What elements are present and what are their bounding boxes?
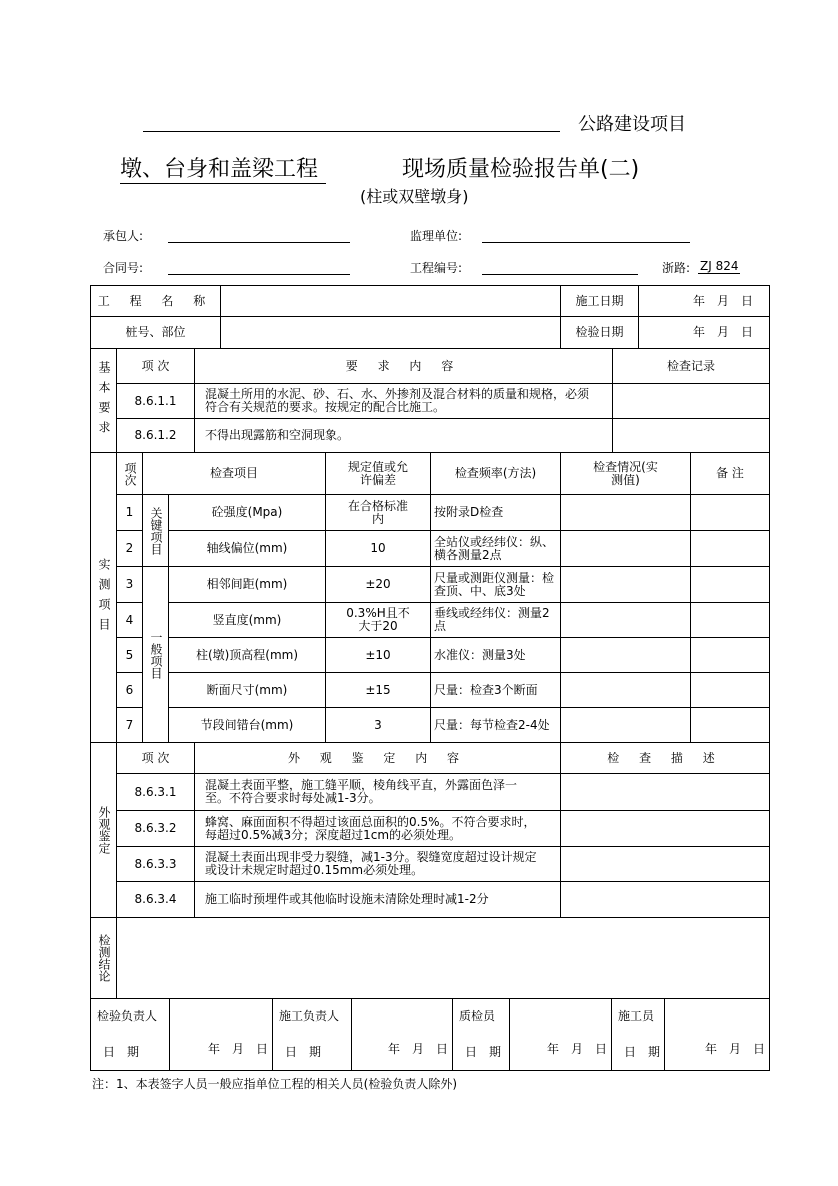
subtitle: (柱或双壁墩身) [360,187,469,206]
measured-row-remark[interactable] [691,531,770,567]
signature-date-ymd: 年 月 日 [387,1042,448,1056]
title-left: 墩、台身和盖梁工程 [120,152,326,184]
signature-date-label: 日 期 [465,1044,502,1059]
signature-field[interactable] [664,999,770,1071]
measured-row-freq: 垂线或经纬仪：测量2点 [431,603,561,638]
signature-role: 施工员 [618,1009,655,1024]
appearance-row-desc[interactable] [561,811,770,847]
key-group-label: 关键项目 [143,495,169,567]
contract-no-label: 合同号: [103,261,144,275]
measured-row-no: 2 [117,531,143,567]
measured-row-result[interactable] [561,495,691,531]
measured-row-result[interactable] [561,531,691,567]
basic-col-content: 要 求 内 容 [195,349,613,384]
measured-col-no: 项次 [117,453,143,495]
measured-row-freq: 水准仪：测量3处 [431,638,561,673]
measured-row-remark[interactable] [691,567,770,603]
measured-row-spec: 10 [326,531,431,567]
measured-row-item: 相邻间距(mm) [169,567,326,603]
measured-row-spec: ±20 [326,567,431,603]
measured-col-item: 检查项目 [143,453,326,495]
measured-row-spec: ±10 [326,638,431,673]
appearance-row-text: 混凝土表面平整，施工缝平顺，棱角线平直，外露面色泽一至。不符合要求时每处减1-3分。 [195,774,561,811]
measured-col-spec: 规定值或允许偏差 [326,453,431,495]
measured-row-remark[interactable] [691,708,770,743]
measured-row-result[interactable] [561,673,691,708]
project-name-line [143,131,560,132]
project-name-label: 工 程 名 称 [91,286,221,317]
measured-row-spec: 3 [326,708,431,743]
measured-row-no: 4 [117,603,143,638]
measured-col-remark: 备 注 [691,453,770,495]
supervisor-input[interactable] [482,242,690,243]
measured-row-freq: 尺量或测距仪测量：检查顶、中、底3处 [431,567,561,603]
measured-row-freq: 尺量：每节检查2-4处 [431,708,561,743]
measured-row-freq: 全站仪或经纬仪：纵、横各测量2点 [431,531,561,567]
measured-row-item: 断面尺寸(mm) [169,673,326,708]
basic-row-record[interactable] [613,384,770,419]
signature-field[interactable] [509,999,612,1071]
measured-row-item: 竖直度(mm) [169,603,326,638]
measured-row-no: 6 [117,673,143,708]
contractor-label: 承包人: [103,229,144,243]
signature-date-label: 日 期 [285,1044,322,1059]
basic-col-item: 项 次 [117,349,195,384]
inspect-date-label: 检验日期 [561,317,639,349]
measured-row-spec: 在合格标准内 [326,495,431,531]
signature-role-cell [273,999,351,1071]
signature-role-cell [612,999,664,1071]
measured-row-no: 3 [117,567,143,603]
measured-row-result[interactable] [561,603,691,638]
signature-role-cell [91,999,169,1071]
appearance-row-desc[interactable] [561,882,770,918]
road-code: ZJ 824 [700,259,739,273]
signature-role-cell [453,999,509,1071]
title-right: 现场质量检验报告单(二) [402,157,640,182]
measured-row-item: 柱(墩)顶高程(mm) [169,638,326,673]
appearance-row-text: 施工临时预埋件或其他临时设施未清除处理时减1-2分 [195,882,561,918]
basic-section-label: 基本要求 [91,349,117,453]
measured-row-remark[interactable] [691,603,770,638]
appearance-row-text: 混凝土表面出现非受力裂缝，减1-3分。裂缝宽度超过设计规定或设计未规定时超过0.15mm必须处理。 [195,847,561,882]
project-name-field[interactable] [221,286,561,317]
measured-row-no: 5 [117,638,143,673]
supervisor-label: 监理单位: [410,229,463,243]
measured-row-result[interactable] [561,567,691,603]
measured-row-no: 7 [117,708,143,743]
contract-no-input[interactable] [168,274,350,275]
appearance-section-label: 外观鉴定 [91,743,117,918]
appearance-row-desc[interactable] [561,774,770,811]
measured-row-remark[interactable] [691,638,770,673]
measured-row-item: 节段间错台(mm) [169,708,326,743]
road-prefix: 浙路: [662,261,691,275]
measured-row-spec: ±15 [326,673,431,708]
signature-field[interactable] [169,999,273,1071]
measured-col-result: 检查情况(实测值) [561,453,691,495]
signature-date-ymd: 年 月 日 [704,1042,765,1056]
measured-row-freq: 尺量：检查3个断面 [431,673,561,708]
measured-row-spec: 0.3%H且不大于20 [326,603,431,638]
measured-row-no: 1 [117,495,143,531]
basic-col-record: 检查记录 [613,349,770,384]
general-group-label: 一般项目 [143,567,169,743]
project-suffix: 公路建设项目 [578,114,686,135]
appearance-row-id: 8.6.3.1 [117,774,195,811]
signature-role: 质检员 [459,1009,496,1024]
appearance-row-id: 8.6.3.4 [117,882,195,918]
measured-row-remark[interactable] [691,495,770,531]
appearance-row-id: 8.6.3.2 [117,811,195,847]
signature-date-ymd: 年 月 日 [546,1042,607,1056]
project-no-label: 工程编号: [410,261,463,275]
basic-row-text: 混凝土所用的水泥、砂、石、水、外掺剂及混合材料的质量和规格，必须符合有关规范的要求。按规定的配合比施工。 [195,384,613,419]
appearance-row-id: 8.6.3.3 [117,847,195,882]
contractor-input[interactable] [168,242,350,243]
conclusion-label: 检测结论 [91,918,117,999]
measured-row-remark[interactable] [691,673,770,708]
signature-date-ymd: 年 月 日 [207,1042,268,1056]
appearance-col-desc: 检 查 描 述 [561,743,770,774]
signature-field[interactable] [351,999,453,1071]
signature-date-label: 日 期 [103,1044,140,1059]
appearance-row-text: 蜂窝、麻面面积不得超过该面总面积的0.5%。不符合要求时，每超过0.5%减3分；深度超过1cm的必须处理。 [195,811,561,847]
appearance-col-item: 项 次 [117,743,195,774]
measured-section-label: 实测项目 [91,453,117,743]
measured-row-result[interactable] [561,708,691,743]
basic-row-text: 不得出现露筋和空洞现象。 [195,419,613,453]
inspect-date-field[interactable]: 年 月 日 [639,317,770,349]
signature-role: 施工负责人 [279,1009,340,1024]
signature-role: 检验负责人 [97,1009,158,1024]
footnote: 注：1、本表签字人员一般应指单位工程的相关人员(检验负责人除外) [92,1077,458,1091]
basic-row-id: 8.6.1.1 [117,384,195,419]
measured-row-item: 轴线偏位(mm) [169,531,326,567]
inspection-table [90,285,770,1071]
station-label: 桩号、部位 [91,317,221,349]
appearance-col-content: 外 观 鉴 定 内 容 [195,743,561,774]
measured-row-result[interactable] [561,638,691,673]
basic-row-id: 8.6.1.2 [117,419,195,453]
appearance-row-desc[interactable] [561,847,770,882]
measured-row-item: 砼强度(Mpa) [169,495,326,531]
measured-row-freq: 按附录D检查 [431,495,561,531]
construct-date-label: 施工日期 [561,286,639,317]
project-no-input[interactable] [482,274,638,275]
station-field[interactable] [221,317,561,349]
conclusion-field[interactable] [117,918,770,999]
signature-date-label: 日 期 [624,1044,661,1059]
construct-date-field[interactable]: 年 月 日 [639,286,770,317]
measured-col-freq: 检查频率(方法) [431,453,561,495]
basic-row-record[interactable] [613,419,770,453]
